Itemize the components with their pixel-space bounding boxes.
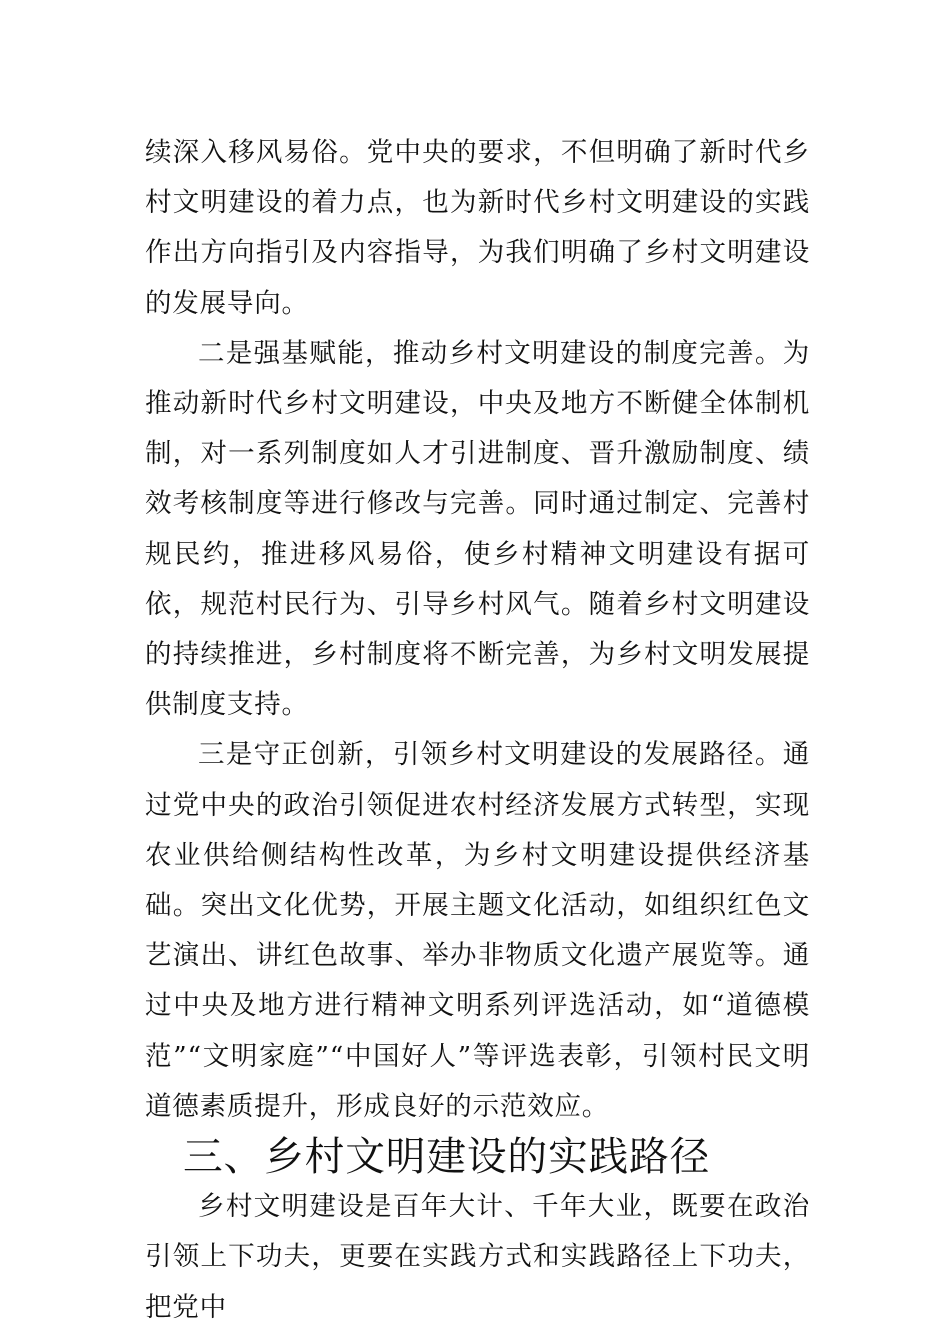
paragraph-continuation: 续深入移风易俗。党中央的要求，不但明确了新时代乡村文明建设的着力点，也为新时代乡村文明建设的实践作出方向指引及内容指导，为我们明确了乡村文明建设的发展导向。 — [145, 137, 810, 319]
paragraph-practice-intro: 乡村文明建设是百年大计、千年大业，既要在政治引领上下功夫，更要在实践方式和实践路径上下功夫，把党中 — [145, 1191, 810, 1323]
document-body — [145, 128, 810, 1333]
section-heading-practice-path: 三、乡村文明建设的实践路径 — [183, 1134, 711, 1181]
paragraph-development-path: 三是守正创新，引领乡村文明建设的发展路径。通过党中央的政治引领促进农村经济发展方式转型，实现农业供给侧结构性改革，为乡村文明建设提供经济基础。突出文化优势，开展主题文化活动，如组织红色文艺演出、讲红色故事、举办非物质文化遗产展览等。通过中央及地方进行精神文明系列评选活动，如“道德模范”“文明家庭”“中国好人”等评选表彰，引领村民文明道德素质提升，形成良好的示范效应。 — [145, 739, 810, 1122]
paragraph-institutional-improvement: 二是强基赋能，推动乡村文明建设的制度完善。为推动新时代乡村文明建设，中央及地方不断健全体制机制，对一系列制度如人才引进制度、晋升激励制度、绩效考核制度等进行修改与完善。同时通过制定、完善村规民约，推进移风易俗，使乡村精神文明建设有据可依，规范村民行为、引导乡村风气。随着乡村文明建设的持续推进，乡村制度将不断完善，为乡村文明发展提供制度支持。 — [145, 337, 810, 721]
